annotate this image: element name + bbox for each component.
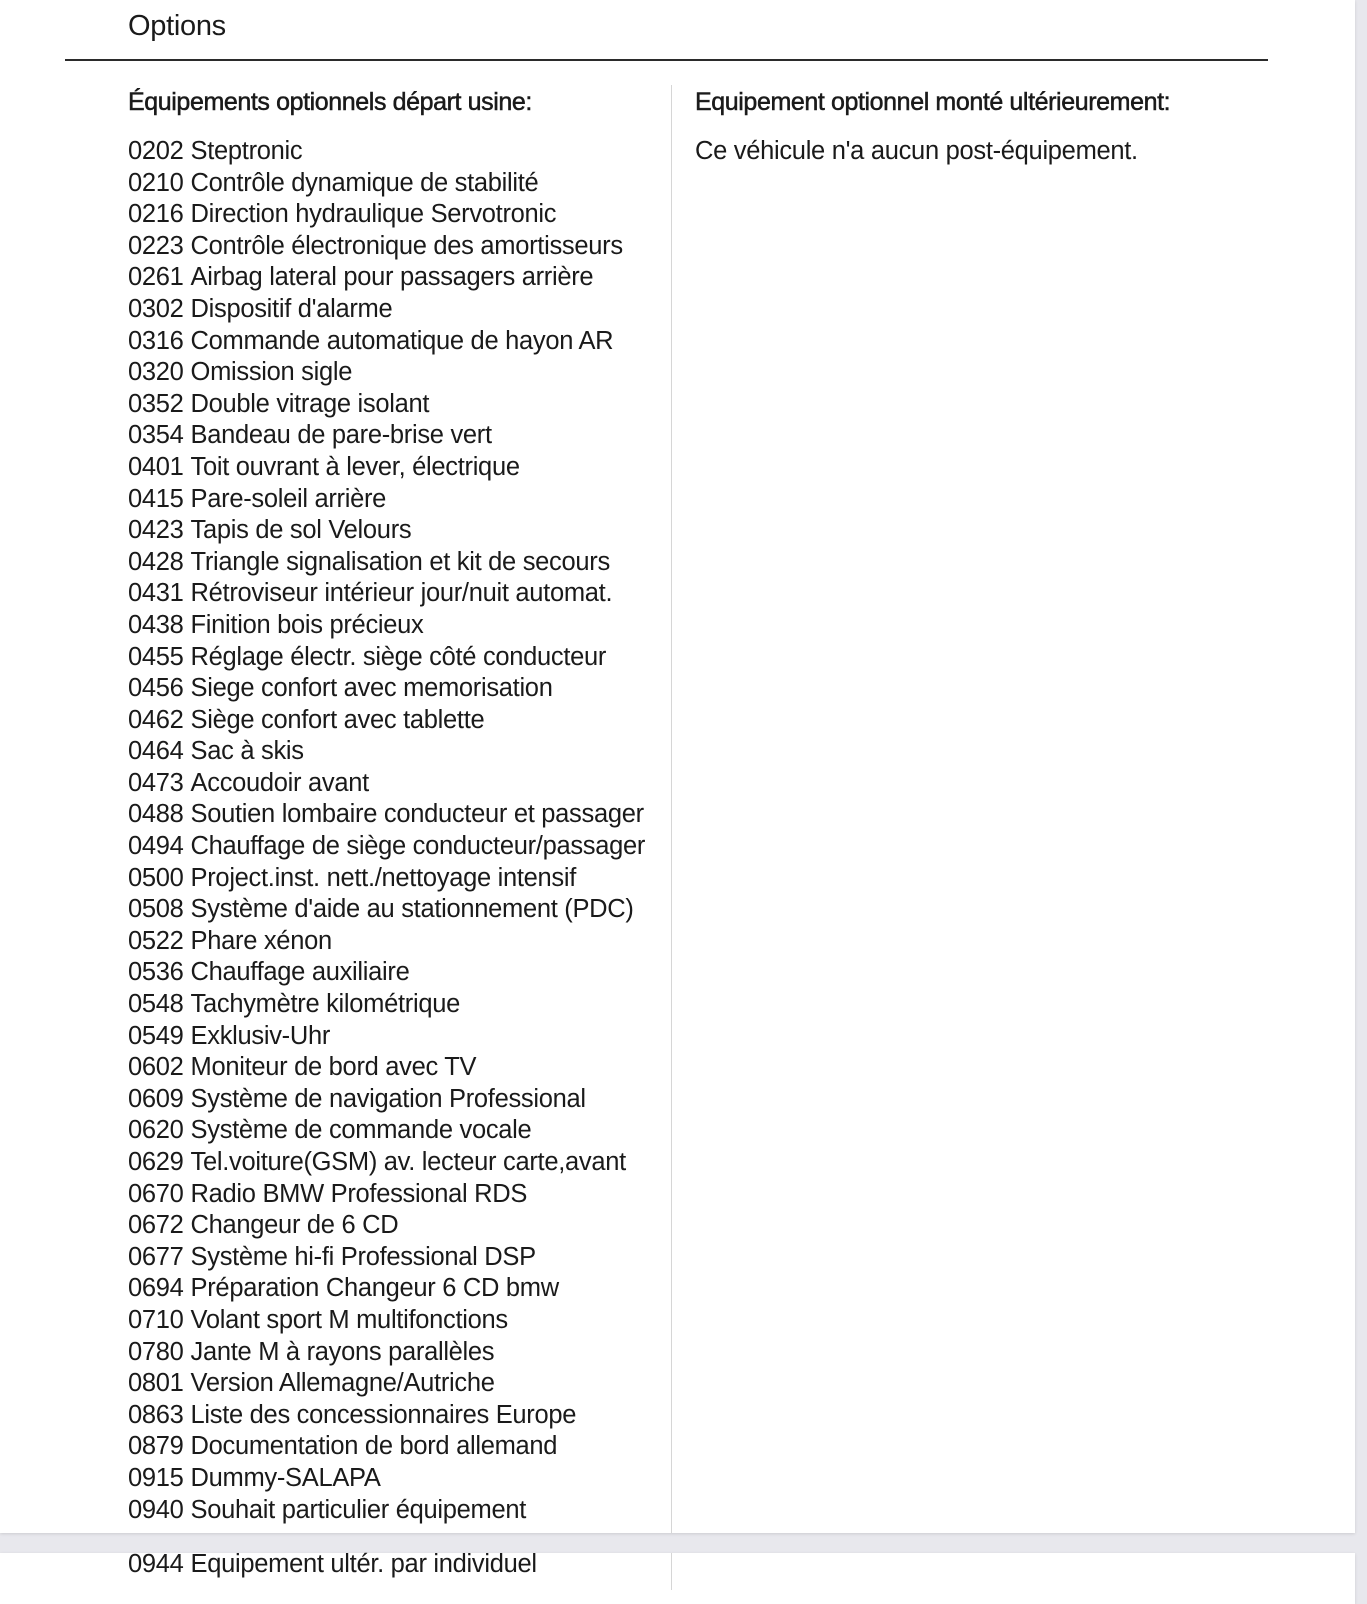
option-item: [128, 610, 645, 642]
option-item: [128, 1463, 645, 1495]
option-item: [128, 1368, 645, 1400]
option-label: Direction hydraulique Servotronic: [190, 200, 557, 229]
factory-options-list-continued: [128, 1549, 537, 1581]
option-code: 0522: [128, 926, 184, 955]
option-item: [128, 863, 645, 895]
option-label: Double vitrage isolant: [190, 389, 430, 418]
option-item: [128, 894, 645, 926]
factory-options-heading: Équipements optionnels départ usine:: [128, 88, 532, 116]
option-item: [128, 1305, 645, 1337]
option-item: [128, 326, 645, 358]
option-label: Steptronic: [190, 137, 303, 165]
option-code: 0940: [128, 1495, 184, 1524]
option-code: 0536: [128, 958, 184, 987]
option-label: Project.inst. nett./nettoyage intensif: [190, 863, 577, 892]
option-code: 0216: [128, 200, 184, 229]
option-label: Souhait particulier équipement: [190, 1495, 526, 1524]
option-label: Pare-soleil arrière: [190, 484, 387, 513]
option-code: 0629: [128, 1148, 184, 1176]
option-item: [128, 799, 645, 831]
option-item: [128, 1179, 645, 1211]
option-item: [128, 705, 645, 737]
option-item: [128, 1115, 645, 1147]
option-label: Accoudoir avant: [190, 768, 369, 797]
option-item: [128, 1084, 645, 1116]
option-item: [128, 1400, 645, 1432]
option-label: Système hi-fi Professional DSP: [190, 1242, 536, 1271]
column-divider: [671, 85, 672, 1533]
option-label: Moniteur de bord avec TV: [190, 1053, 477, 1082]
option-label: Contrôle dynamique de stabilité: [190, 168, 539, 197]
option-item: [128, 231, 645, 263]
option-label: Soutien lombaire conducteur et passager: [190, 800, 644, 829]
option-code: 0488: [128, 800, 184, 829]
option-item: [128, 1495, 645, 1527]
option-label: Toit ouvrant à lever, électrique: [190, 452, 520, 481]
option-item: [128, 831, 645, 863]
option-label: Documentation de bord allemand: [190, 1432, 558, 1461]
option-code: 0316: [128, 326, 184, 355]
option-label: Contrôle électronique des amortisseurs: [190, 231, 623, 260]
retrofit-options-heading: Equipement optionnel monté ultérieurement:: [695, 88, 1171, 116]
option-item: [128, 357, 645, 389]
option-label: Chauffage de siège conducteur/passager: [190, 832, 646, 861]
option-code: 0710: [128, 1305, 184, 1334]
option-label: Sac à skis: [190, 737, 304, 766]
option-code: 0302: [128, 294, 184, 323]
option-item: [128, 768, 645, 800]
option-label: Triangle signalisation et kit de secours: [190, 547, 610, 576]
option-code: 0202: [128, 137, 184, 165]
option-item: [128, 199, 645, 231]
option-label: Dispositif d'alarme: [190, 294, 393, 323]
option-item: [128, 1337, 645, 1369]
option-code: 0500: [128, 863, 184, 892]
option-label: Radio BMW Professional RDS: [190, 1179, 528, 1208]
factory-options-list: [128, 136, 645, 1526]
option-item: [128, 673, 645, 705]
option-item: [128, 957, 645, 989]
option-code: 0548: [128, 990, 184, 1019]
option-code: 0863: [128, 1400, 184, 1429]
option-code: 0473: [128, 768, 184, 797]
column-divider: [671, 1553, 672, 1590]
option-code: 0438: [128, 610, 184, 639]
option-code: 0549: [128, 1021, 184, 1050]
option-code: 0694: [128, 1274, 184, 1303]
option-label: Tapis de sol Velours: [190, 516, 412, 545]
option-item: [128, 1431, 645, 1463]
option-item: [128, 262, 645, 294]
option-code: 0320: [128, 358, 184, 387]
option-label: Bandeau de pare-brise vert: [190, 421, 492, 450]
option-label: Système de commande vocale: [190, 1116, 532, 1145]
option-label: Omission sigle: [190, 358, 353, 387]
option-code: 0401: [128, 452, 184, 481]
option-code: 0352: [128, 389, 184, 418]
section-title: Options: [128, 10, 226, 42]
title-divider: [65, 59, 1268, 61]
option-code: 0431: [128, 579, 184, 608]
option-item: [128, 420, 645, 452]
option-code: 0354: [128, 421, 184, 450]
option-item: [128, 1242, 645, 1274]
option-code: 0456: [128, 674, 184, 703]
option-code: 0494: [128, 832, 184, 861]
option-code: 0210: [128, 168, 184, 197]
option-code: 0464: [128, 737, 184, 766]
option-code: 0620: [128, 1116, 184, 1145]
option-label: Version Allemagne/Autriche: [190, 1369, 495, 1398]
option-label: Phare xénon: [190, 926, 332, 955]
option-label: Volant sport M multifonctions: [190, 1305, 508, 1334]
option-label: Exklusiv-Uhr: [190, 1021, 331, 1050]
option-label: Système de navigation Professional: [190, 1084, 586, 1113]
option-code: 0801: [128, 1369, 184, 1398]
option-item: [128, 515, 645, 547]
option-item: [128, 1273, 645, 1305]
option-label: Système d'aide au stationnement (PDC): [190, 895, 634, 924]
option-item: [128, 1549, 537, 1581]
option-label: Equipement ultér. par individuel: [190, 1550, 537, 1578]
option-label: Tachymètre kilométrique: [190, 990, 460, 1019]
option-item: [128, 989, 645, 1021]
option-code: 0261: [128, 263, 184, 292]
option-code: 0428: [128, 547, 184, 576]
option-code: 0780: [128, 1337, 184, 1366]
option-label: Airbag lateral pour passagers arrière: [190, 263, 594, 292]
option-item: [128, 547, 645, 579]
retrofit-options-text: Ce véhicule n'a aucun post-équipement.: [695, 137, 1138, 165]
option-code: 0415: [128, 484, 184, 513]
option-item: [128, 1210, 645, 1242]
option-code: 0944: [128, 1550, 184, 1578]
option-code: 0462: [128, 705, 184, 734]
option-label: Liste des concessionnaires Europe: [190, 1400, 577, 1429]
option-item: [128, 1021, 645, 1053]
option-item: [128, 642, 645, 674]
option-code: 0455: [128, 642, 184, 671]
option-label: Commande automatique de hayon AR: [190, 326, 614, 355]
option-code: 0609: [128, 1084, 184, 1113]
option-item: [128, 736, 645, 768]
option-code: 0677: [128, 1242, 184, 1271]
option-item: [128, 452, 645, 484]
option-item: [128, 926, 645, 958]
option-code: 0672: [128, 1211, 184, 1240]
option-code: 0508: [128, 895, 184, 924]
option-item: [128, 578, 645, 610]
option-label: Chauffage auxiliaire: [190, 958, 410, 987]
options-page-continued: [0, 1550, 1355, 1604]
option-item: [128, 168, 645, 200]
option-item: [128, 389, 645, 421]
option-label: Préparation Changeur 6 CD bmw: [190, 1274, 559, 1303]
option-label: Siege confort avec memorisation: [190, 674, 553, 703]
option-label: Finition bois précieux: [190, 610, 424, 639]
option-label: Dummy-SALAPA: [190, 1463, 381, 1492]
option-label: Tel.voiture(GSM) av. lecteur carte,avant: [190, 1148, 626, 1176]
option-code: 0670: [128, 1179, 184, 1208]
option-label: Siège confort avec tablette: [190, 705, 485, 734]
option-code: 0915: [128, 1463, 184, 1492]
option-item: [128, 1147, 645, 1179]
option-item: [128, 294, 645, 326]
option-label: Rétroviseur intérieur jour/nuit automat.: [190, 579, 613, 608]
option-code: 0223: [128, 231, 184, 260]
option-code: 0879: [128, 1432, 184, 1461]
option-label: Changeur de 6 CD: [190, 1211, 399, 1240]
option-item: [128, 1052, 645, 1084]
option-item: [128, 136, 645, 168]
option-item: [128, 484, 645, 516]
option-code: 0423: [128, 516, 184, 545]
option-code: 0602: [128, 1053, 184, 1082]
option-label: Réglage électr. siège côté conducteur: [190, 642, 607, 671]
option-label: Jante M à rayons parallèles: [190, 1337, 495, 1366]
